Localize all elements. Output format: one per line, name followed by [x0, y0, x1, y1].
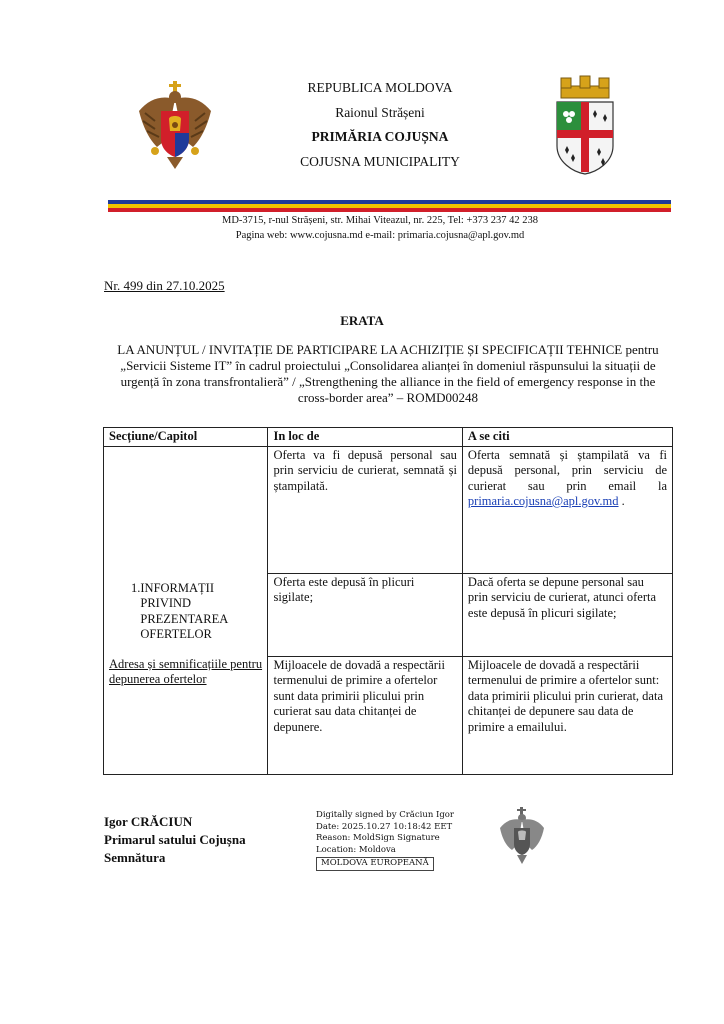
section-cell — [104, 446, 268, 774]
institution-heading: PRIMĂRIA COJUȘNA — [311, 129, 449, 144]
section-number: 1. — [131, 580, 141, 595]
column-header-instead: In loc de — [268, 428, 462, 447]
section-title: INFORMAȚII PRIVIND PREZENTAREA OFERTELOR — [140, 580, 228, 641]
table-row — [104, 446, 673, 573]
read-text-suffix: . — [618, 494, 625, 508]
signature-badge: MOLDOVA EUROPEANĂ — [316, 857, 434, 871]
moldova-coat-of-arms-icon — [133, 77, 217, 175]
email-link[interactable]: primaria.cojusna@apl.gov.md — [467, 494, 619, 508]
erata-table — [103, 427, 673, 775]
section-heading — [109, 581, 262, 643]
read-cell: Dacă oferta se depune personal sau prin serviciu de curierat, atunci oferta este depusă în plicuri sigilate; — [462, 573, 672, 656]
document-number: Nr. 499 din 27.10.2025 — [104, 278, 225, 293]
flag-stripe-red — [108, 208, 671, 212]
read-cell — [462, 446, 672, 573]
column-header-read: A se citi — [462, 428, 672, 447]
table-header-row — [104, 428, 673, 447]
signature-date: Date: 2025.10.27 10:18:42 EET — [316, 821, 453, 832]
column-header-section: Secțiune/Capitol — [104, 428, 268, 447]
document-subject: LA ANUNȚUL / INVITAȚIE DE PARTICIPARE LA ACHIZIȚIE ȘI SPECIFICAȚII TEHNICE pentru „Servicii Sisteme IT” în cadrul proiectului „Consolidarea alianței în domeniul răspunsului la situații de urgență în zona transfrontalieră” / „Strengthening the alliance in the field of emergency response in the cross-border area” – ROMD00248 — [117, 342, 659, 405]
country-heading: REPUBLICA MOLDOVA — [307, 80, 453, 95]
document-title: ERATA — [340, 313, 384, 328]
postal-address: MD-3715, r-nul Strășeni, str. Mihai Viteazul, nr. 225, Tel: +373 237 42 238 — [221, 215, 538, 226]
signature-reason: Reason: MoldSign Signature — [316, 833, 440, 843]
signature-label: Semnătura — [104, 850, 166, 865]
read-cell: Mijloacele de dovadă a respectării termenului de primire a ofertelor sunt: data primirii plicului prin curierat, data chitanței de depunere sau data de primire a emailului. — [462, 656, 672, 774]
contact-info: Pagina web: www.cojusna.md e-mail: primaria.cojusna@apl.gov.md — [235, 230, 525, 241]
instead-cell: Oferta va fi depusă personal sau prin serviciu de curierat, semnată și ștampilată. — [268, 446, 462, 573]
institution-english-heading: COJUSNA MUNICIPALITY — [300, 154, 460, 169]
digital-signature — [316, 810, 454, 871]
moldova-seal-icon — [498, 806, 546, 868]
signatory-block — [104, 813, 246, 867]
signatory-position: Primarul satului Cojușna — [104, 832, 246, 847]
cojusna-coat-of-arms-icon — [555, 72, 615, 176]
signatory-name: Igor CRĂCIUN — [104, 814, 193, 829]
district-heading: Raionul Strășeni — [335, 105, 425, 120]
read-text: Oferta semnată și ștampilată va fi depusă personal, prin serviciu de curierat sau prin email la — [467, 447, 667, 493]
instead-cell: Mijloacele de dovadă a respectării termenului de primire a ofertelor sunt data primirii plicului prin curierat sau data chitanței de depunere. — [268, 656, 462, 774]
signed-by: Digitally signed by Crăciun Igor — [316, 810, 454, 820]
section-subtitle: Adresa și semnificațiile pentru depunerea ofertelor — [109, 656, 263, 686]
instead-cell: Oferta este depusă în plicuri sigilate; — [268, 573, 462, 656]
signature-location: Location: Moldova — [316, 844, 396, 855]
